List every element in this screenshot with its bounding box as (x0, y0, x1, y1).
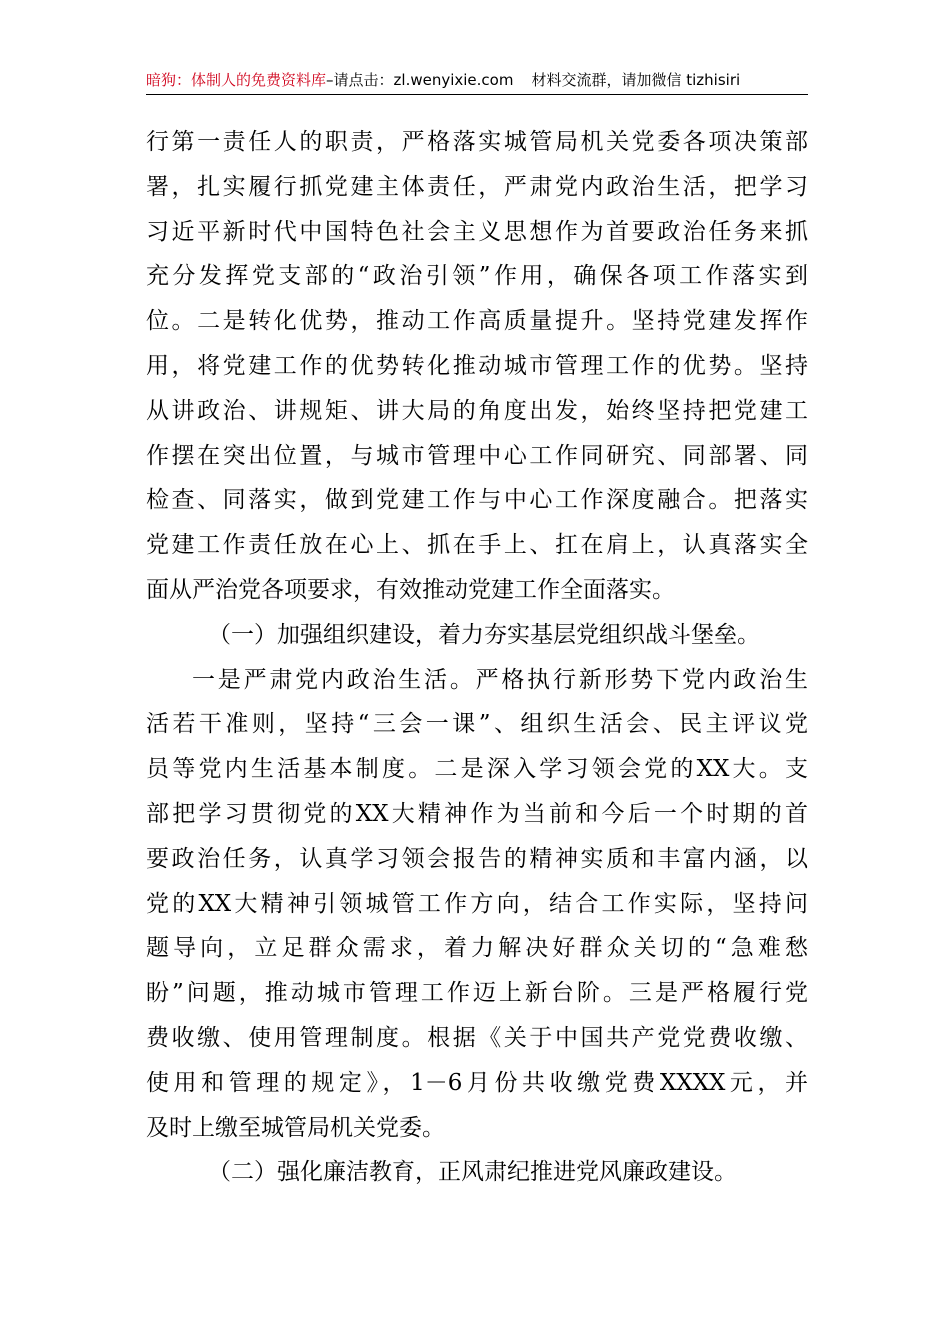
body-line: 要政治任务，认真学习领会报告的精神实质和丰富内涵，以 (146, 845, 808, 872)
body-line: 党建工作责任放在心上、抓在手上、扛在肩上，认真落实全 (146, 532, 808, 559)
body-line: 部把学习贯彻党的XX大精神作为当前和今后一个时期的首 (146, 800, 808, 827)
body-line: 习近平新时代中国特色社会主义思想作为首要政治任务来抓 (146, 218, 808, 245)
body-line: 使用和管理的规定》，1－6月份共收缴党费XXXX元，并 (146, 1069, 808, 1096)
body-line: 用，将党建工作的优势转化推动城市管理工作的优势。坚持 (146, 352, 808, 379)
body-line: 题导向，立足群众需求，着力解决好群众关切的“急难愁 (146, 935, 808, 962)
body-line: 费收缴、使用管理制度。根据《关于中国共产党党费收缴、 (146, 1024, 808, 1051)
body-line: 位。二是转化优势，推动工作高质量提升。坚持党建发挥作 (146, 308, 808, 335)
body-line: 及时上缴至城管局机关党委。 (146, 1114, 445, 1141)
page-header (146, 66, 808, 95)
body-line: 从讲政治、讲规矩、讲大局的角度出发，始终坚持把党建工 (146, 397, 808, 424)
body-line: 检查、同落实，做到党建工作与中心工作深度融合。把落实 (146, 487, 808, 514)
body-line: 党的XX大精神引领城管工作方向，结合工作实际，坚持问 (146, 890, 808, 917)
body-line: 行第一责任人的职责，严格落实城管局机关党委各项决策部 (146, 129, 808, 155)
body-line: 活若干准则，坚持“三会一课”、组织生活会、民主评议党 (146, 711, 808, 738)
body-line: 充分发挥党支部的“政治引领”作用，确保各项工作落实到 (146, 263, 808, 290)
body-line: 盼”问题，推动城市管理工作迈上新台阶。三是严格履行党 (146, 980, 808, 1007)
body-line: 作摆在突出位置，与城市管理中心工作同研究、同部署、同 (146, 442, 808, 469)
header-url-link[interactable]: zl.wenyixie.com (393, 71, 514, 89)
section-heading: （二）强化廉洁教育，正风肃纪推进党风廉政建设。 (208, 1159, 737, 1186)
header-link-prefix: –请点击： (326, 71, 394, 89)
document-body (146, 120, 808, 1195)
body-line: 一是严肃党内政治生活。严格执行新形势下党内政治生 (192, 666, 808, 693)
header-contact: 材料交流群，请加微信 tizhisiri (531, 71, 741, 89)
section-heading: （一）加强组织建设，着力夯实基层党组织战斗堡垒。 (208, 621, 760, 648)
body-line: 署，扎实履行抓党建主体责任，严肃党内政治生活，把学习 (146, 173, 808, 200)
body-line: 员等党内生活基本制度。二是深入学习领会党的XX大。支 (146, 756, 808, 783)
header-brand: 暗狗：体制人的免费资料库 (146, 71, 327, 89)
body-line: 面从严治党各项要求，有效推动党建工作全面落实。 (146, 576, 675, 603)
